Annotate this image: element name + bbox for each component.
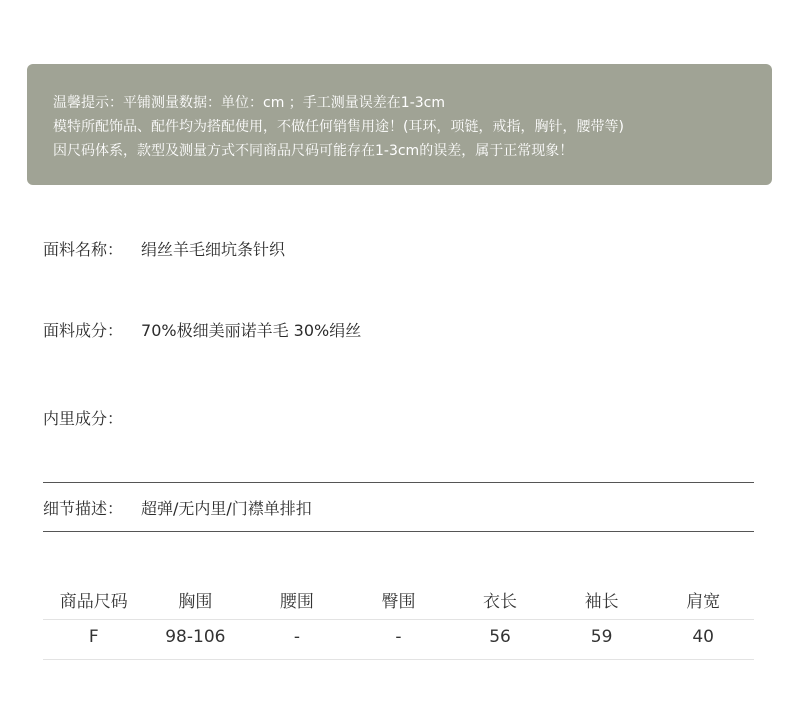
table-cell: 98-106 <box>165 627 226 647</box>
fabric-name-value: 绢丝羊毛细坑条针织 <box>141 240 286 259</box>
details-row <box>43 496 312 519</box>
details-label: 细节描述： <box>43 499 124 518</box>
divider-bottom <box>43 531 754 532</box>
table-cell: 40 <box>692 627 714 647</box>
size-table-header <box>43 580 754 618</box>
table-cell: 56 <box>489 627 511 647</box>
table-divider-2 <box>43 659 754 660</box>
table-cell: 59 <box>590 627 613 647</box>
notice-line-2: 模特所配饰品、配件均为搭配使用，不做任何销售用途！(耳环，项链，戒指，胸针，腰带等) <box>53 119 624 135</box>
header-cell: 袖长 <box>584 591 619 612</box>
table-cell: - <box>293 627 300 647</box>
table-divider-1 <box>43 619 754 620</box>
fabric-name-label: 面料名称： <box>43 240 124 259</box>
notice-line-3: 因尺码体系，款型及测量方式不同商品尺码可能存在1-3cm的误差，属于正常现象！ <box>53 143 574 159</box>
table-row <box>43 618 754 656</box>
header-cell: 腰围 <box>279 591 314 612</box>
notice-line-1: 温馨提示：平铺测量数据：单位：cm ；手工测量误差在1-3cm <box>53 95 445 111</box>
header-cell: 商品尺码 <box>59 591 128 612</box>
table-cell: F <box>88 627 99 647</box>
lining-composition-label: 内里成分： <box>43 409 124 428</box>
header-cell: 衣长 <box>483 591 518 612</box>
fabric-composition-row <box>43 318 361 341</box>
divider-top <box>43 482 754 483</box>
lining-composition-row <box>43 406 141 429</box>
details-value: 超弹/无内里/门襟单排扣 <box>141 499 312 518</box>
fabric-name-row <box>43 237 285 260</box>
notice-banner <box>27 64 772 185</box>
header-cell: 臀围 <box>381 591 416 612</box>
table-cell: - <box>395 627 402 647</box>
fabric-composition-value: 70%极细美丽诺羊毛 30%绢丝 <box>141 321 362 340</box>
size-table <box>43 580 754 656</box>
header-cell: 肩宽 <box>686 591 721 612</box>
header-cell: 胸围 <box>178 591 213 612</box>
fabric-composition-label: 面料成分： <box>43 321 124 340</box>
